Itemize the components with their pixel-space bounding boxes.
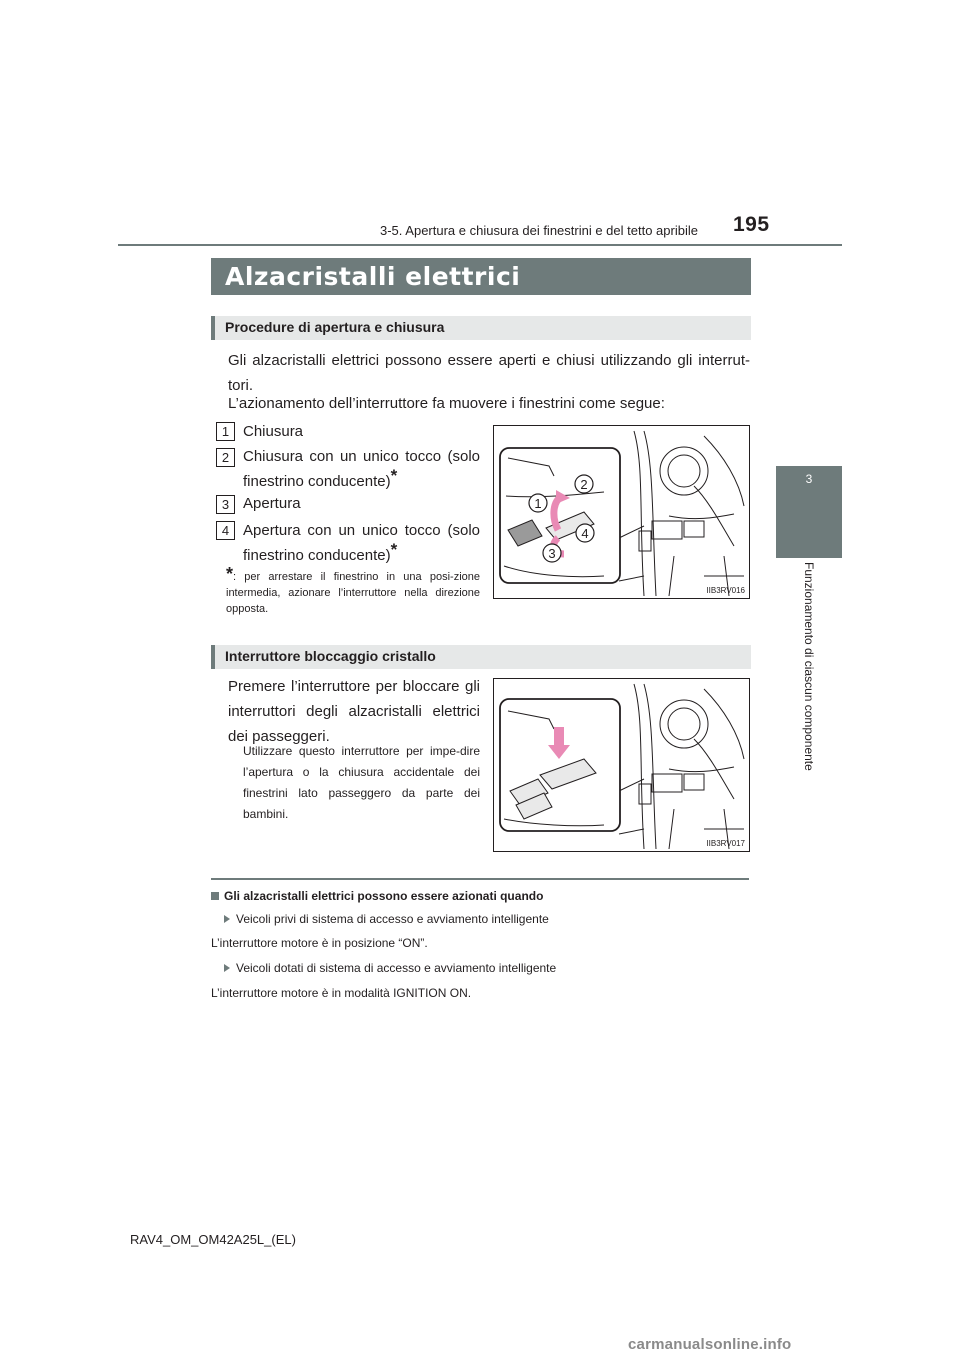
footnote xyxy=(226,566,480,617)
chapter-tab[interactable] xyxy=(776,466,842,558)
item-number-box: 3 xyxy=(216,495,235,514)
page-title: Alzacristalli elettrici xyxy=(225,262,521,291)
list-item-text: Chiusura con un unico tocco (solo finestrino conducente) xyxy=(243,448,480,490)
notes-divider xyxy=(211,878,749,880)
section-breadcrumb: 3-5. Apertura e chiusura dei finestrini e del tetto apribile xyxy=(380,223,698,238)
item-number-box: 2 xyxy=(216,448,235,467)
callout-2-label: 2 xyxy=(580,477,588,492)
section2-note: Utilizzare questo interruttore per impe-dire l’apertura o la chiusura accidentale dei finestrini lato passeggero da parte dei bambini. xyxy=(243,744,480,821)
notes-bullet-text: Veicoli privi di sistema di accesso e avviamento intelligente xyxy=(236,912,549,926)
header-divider xyxy=(118,244,842,246)
section2-text: Premere l’interruttore per bloccare gli interruttori degli alzacristalli elettrici dei passeggeri. xyxy=(228,678,480,745)
notes-line: L’interruttore motore è in posizione “ON”. xyxy=(211,936,428,950)
manual-code-footer: RAV4_OM_OM42A25L_(EL) xyxy=(130,1232,296,1247)
footnote-star: * xyxy=(390,540,398,559)
list-item xyxy=(243,491,480,516)
chapter-side-label-text: Funzionamento di ciascun componente xyxy=(802,562,816,771)
footnote-text: : per arrestare il finestrino in una posi-zione intermedia, azionare l’interruttore nella direzione opposta. xyxy=(226,571,480,615)
notes-heading xyxy=(211,889,543,903)
list-item-text: Apertura con un unico tocco (solo finestrino conducente) xyxy=(243,522,480,564)
watermark: carmanualsonline.info xyxy=(628,1336,792,1353)
list-item-text: Chiusura xyxy=(243,423,304,440)
list-item xyxy=(243,518,480,568)
page-number: 195 xyxy=(733,213,770,236)
lock-switch-illustration xyxy=(494,679,749,851)
notes-line: L’interruttore motore è in modalità IGNITION ON. xyxy=(211,986,472,1000)
list-item-text: Apertura xyxy=(243,495,301,512)
page-title-bar xyxy=(211,258,751,295)
callout-4-label: 4 xyxy=(581,526,589,541)
section-heading-procedures-text: Procedure di apertura e chiusura xyxy=(225,319,445,335)
section-heading-lock-switch xyxy=(211,645,751,669)
notes-bullet xyxy=(224,961,556,975)
lock-switch-figure xyxy=(493,678,750,852)
triangle-bullet-icon xyxy=(224,915,230,923)
chapter-side-label xyxy=(802,562,816,774)
chapter-tab-number: 3 xyxy=(805,472,813,486)
item-number-box: 1 xyxy=(216,422,235,441)
square-bullet-icon xyxy=(211,892,219,900)
notes-bullet-text: Veicoli dotati di sistema di accesso e avviamento intelligente xyxy=(236,961,557,975)
section1-intro: Gli alzacristalli elettrici possono essere aperti e chiusi utilizzando gli interrut-tori. xyxy=(228,352,750,394)
figure-code: IIB3RV017 xyxy=(706,839,745,848)
list-item xyxy=(243,419,480,444)
item-number-box: 4 xyxy=(216,521,235,540)
section-heading-procedures xyxy=(211,316,751,340)
notes-bullet xyxy=(224,912,549,926)
figure-code: IIB3RV016 xyxy=(706,586,745,595)
section1-intro2: L’azionamento dell’interruttore fa muovere i finestrini come segue: xyxy=(228,395,665,412)
section-heading-lock-switch-text: Interruttore bloccaggio cristallo xyxy=(225,648,436,664)
window-switch-illustration xyxy=(494,426,749,598)
triangle-bullet-icon xyxy=(224,964,230,972)
notes-heading-text: Gli alzacristalli elettrici possono essere azionati quando xyxy=(224,889,544,903)
callout-1-label: 1 xyxy=(534,496,542,511)
window-switch-figure xyxy=(493,425,750,599)
callout-3-label: 3 xyxy=(548,546,556,561)
footnote-mark: * xyxy=(226,564,234,584)
footnote-star: * xyxy=(390,466,398,485)
list-item xyxy=(243,444,480,494)
